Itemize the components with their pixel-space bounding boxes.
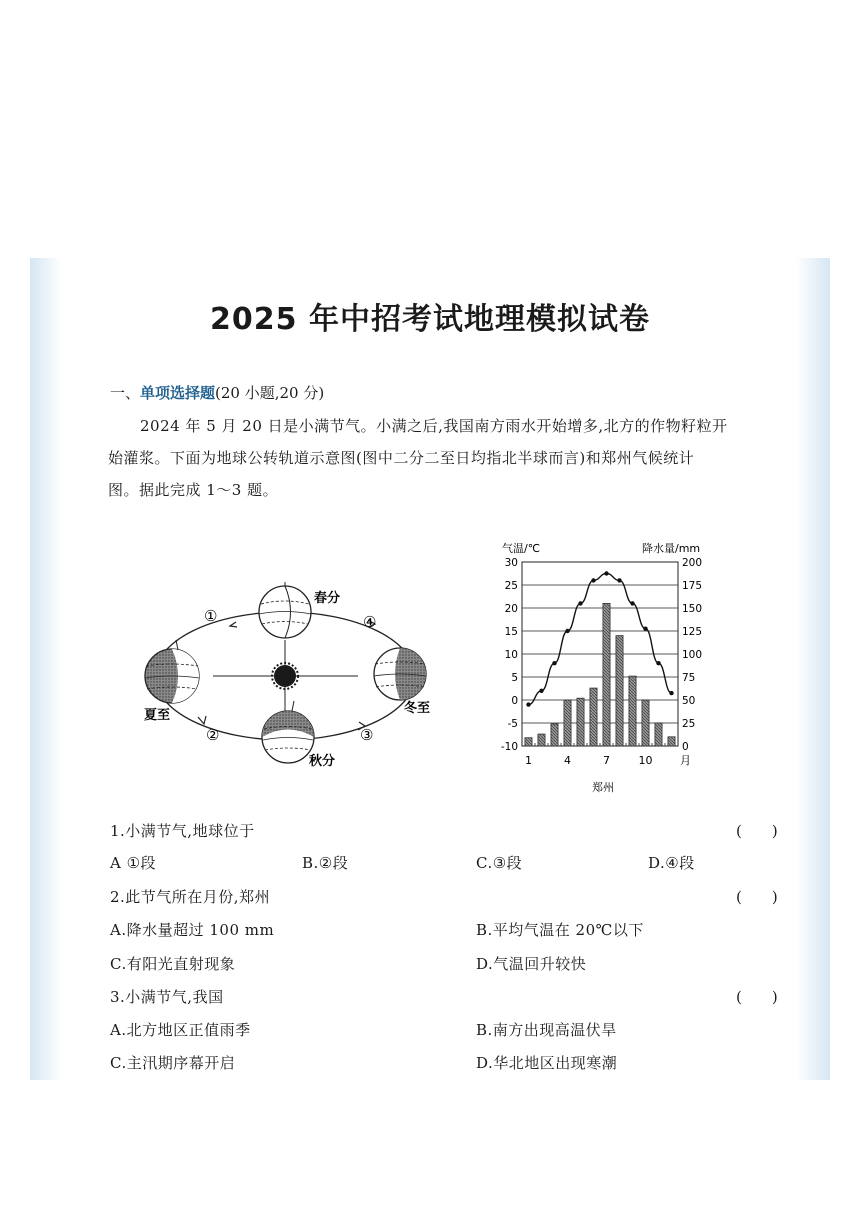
question-2-answer-blank[interactable]: ( ): [736, 888, 778, 906]
x-tick-label: 10: [638, 754, 653, 767]
y-left-tick: 15: [504, 626, 518, 638]
label-spring-equinox: 春分: [314, 591, 341, 606]
chart-title: 郑州: [592, 781, 614, 794]
intro-paragraph: [108, 410, 798, 506]
globe-summer-solstice-icon: [145, 640, 199, 703]
globe-spring-equinox-icon: [259, 582, 311, 638]
precipitation-bar: [616, 636, 623, 746]
x-tick-label: 4: [564, 754, 571, 767]
question-2-option-b[interactable]: B.平均气温在 20℃以下: [476, 921, 644, 939]
section-note: (20 小题,20 分): [215, 384, 325, 402]
segment-2-label: ②: [206, 726, 220, 744]
question-1-option-b[interactable]: B.②段: [302, 854, 349, 872]
label-summer-solstice: 夏至: [144, 708, 171, 723]
y-right-tick: 175: [682, 580, 703, 592]
climate-chart: [490, 538, 720, 808]
y-right-label: 降水量/mm: [642, 542, 701, 555]
scan-edge-left: [30, 258, 62, 1080]
question-1-option-c[interactable]: C.③段: [476, 854, 523, 872]
intro-line-3: 图。据此完成 1～3 题。: [108, 481, 279, 499]
question-3-option-b[interactable]: B.南方出现高温伏旱: [476, 1021, 617, 1039]
precipitation-bar: [525, 738, 532, 746]
precipitation-bar: [629, 676, 636, 746]
temperature-point: [591, 578, 595, 582]
question-3-option-d[interactable]: D.华北地区出现寒潮: [476, 1054, 618, 1072]
x-tick-label: 1: [525, 754, 532, 767]
precipitation-bar: [577, 698, 584, 746]
precipitation-bar: [655, 723, 662, 746]
segment-1-label: ①: [204, 607, 218, 625]
label-autumn-equinox: 秋分: [309, 754, 336, 769]
temperature-point: [604, 571, 608, 575]
y-right-tick: 100: [682, 649, 703, 661]
y-right-tick: 75: [682, 672, 696, 684]
y-left-tick: 0: [511, 695, 518, 707]
temperature-point: [552, 661, 556, 665]
y-left-tick: -5: [507, 718, 518, 730]
scan-edge-right: [796, 258, 830, 1080]
section-heading: [110, 382, 324, 403]
precipitation-bar: [538, 734, 545, 746]
y-right-tick: 125: [682, 626, 703, 638]
globe-winter-solstice-icon: [374, 648, 426, 700]
y-left-tick: 10: [504, 649, 518, 661]
y-left-tick: 5: [511, 672, 518, 684]
temperature-point: [578, 601, 582, 605]
temperature-line: [529, 574, 672, 705]
intro-line-1: 2024 年 5 月 20 日是小满节气。小满之后,我国南方雨水开始增多,北方的作物籽粒开: [140, 417, 728, 435]
y-right-tick: 0: [682, 741, 689, 753]
temperature-point: [630, 601, 634, 605]
question-3-answer-blank[interactable]: ( ): [736, 988, 778, 1006]
question-2-option-c[interactable]: C.有阳光直射现象: [110, 955, 236, 973]
orbit-diagram: [138, 582, 448, 782]
segment-3-label: ③: [360, 726, 374, 744]
globe-autumn-equinox-icon: [262, 701, 314, 763]
temperature-point: [617, 578, 621, 582]
question-1-option-a[interactable]: A ①段: [110, 854, 157, 872]
question-2-option-a[interactable]: A.降水量超过 100 mm: [110, 921, 275, 939]
y-right-tick: 150: [682, 603, 703, 615]
label-winter-solstice: 冬至: [404, 701, 431, 716]
question-3-option-a[interactable]: A.北方地区正值雨季: [110, 1021, 251, 1039]
y-left-tick: 25: [504, 580, 518, 592]
y-right-tick: 25: [682, 718, 696, 730]
y-right-tick: 200: [682, 557, 703, 569]
question-1-option-d[interactable]: D.④段: [648, 854, 695, 872]
precipitation-bar: [551, 724, 558, 746]
question-3-option-c[interactable]: C.主汛期序幕开启: [110, 1054, 236, 1072]
precipitation-bar: [642, 700, 649, 746]
y-right-tick: 50: [682, 695, 696, 707]
x-tick-label: 7: [603, 754, 610, 767]
page-title: 2025 年中招考试地理模拟试卷: [210, 302, 650, 337]
temperature-point: [539, 689, 543, 693]
temperature-point: [565, 629, 569, 633]
precipitation-bar: [668, 737, 675, 746]
temperature-point: [526, 702, 530, 706]
question-2-stem: 2.此节气所在月份,郑州: [110, 888, 271, 906]
temperature-point: [656, 661, 660, 665]
y-left-label: 气温/℃: [502, 542, 541, 555]
intro-line-2: 始灌浆。下面为地球公转轨道示意图(图中二分二至日均指北半球而言)和郑州气候统计: [108, 449, 695, 467]
sun-icon: [272, 663, 298, 689]
x-unit-label: 月: [680, 754, 691, 767]
precipitation-bar: [590, 688, 597, 746]
section-number: 一、: [110, 384, 141, 402]
question-3-stem: 3.小满节气,我国: [110, 988, 224, 1006]
y-left-tick: 30: [504, 557, 518, 569]
segment-4-label: ④: [363, 613, 377, 631]
temperature-point: [643, 627, 647, 631]
question-1-answer-blank[interactable]: ( ): [736, 822, 778, 840]
orbit-arrow-left: [198, 716, 206, 724]
precipitation-bar: [603, 603, 610, 746]
y-left-tick: 20: [504, 603, 518, 615]
precipitation-bar: [564, 700, 571, 746]
temperature-point: [669, 691, 673, 695]
question-2-option-d[interactable]: D.气温回升较快: [476, 955, 587, 973]
y-left-tick: -10: [500, 741, 518, 753]
section-name: 单项选择题: [140, 384, 216, 402]
orbit-arrow-top: [230, 622, 237, 627]
question-1-stem: 1.小满节气,地球位于: [110, 822, 255, 840]
